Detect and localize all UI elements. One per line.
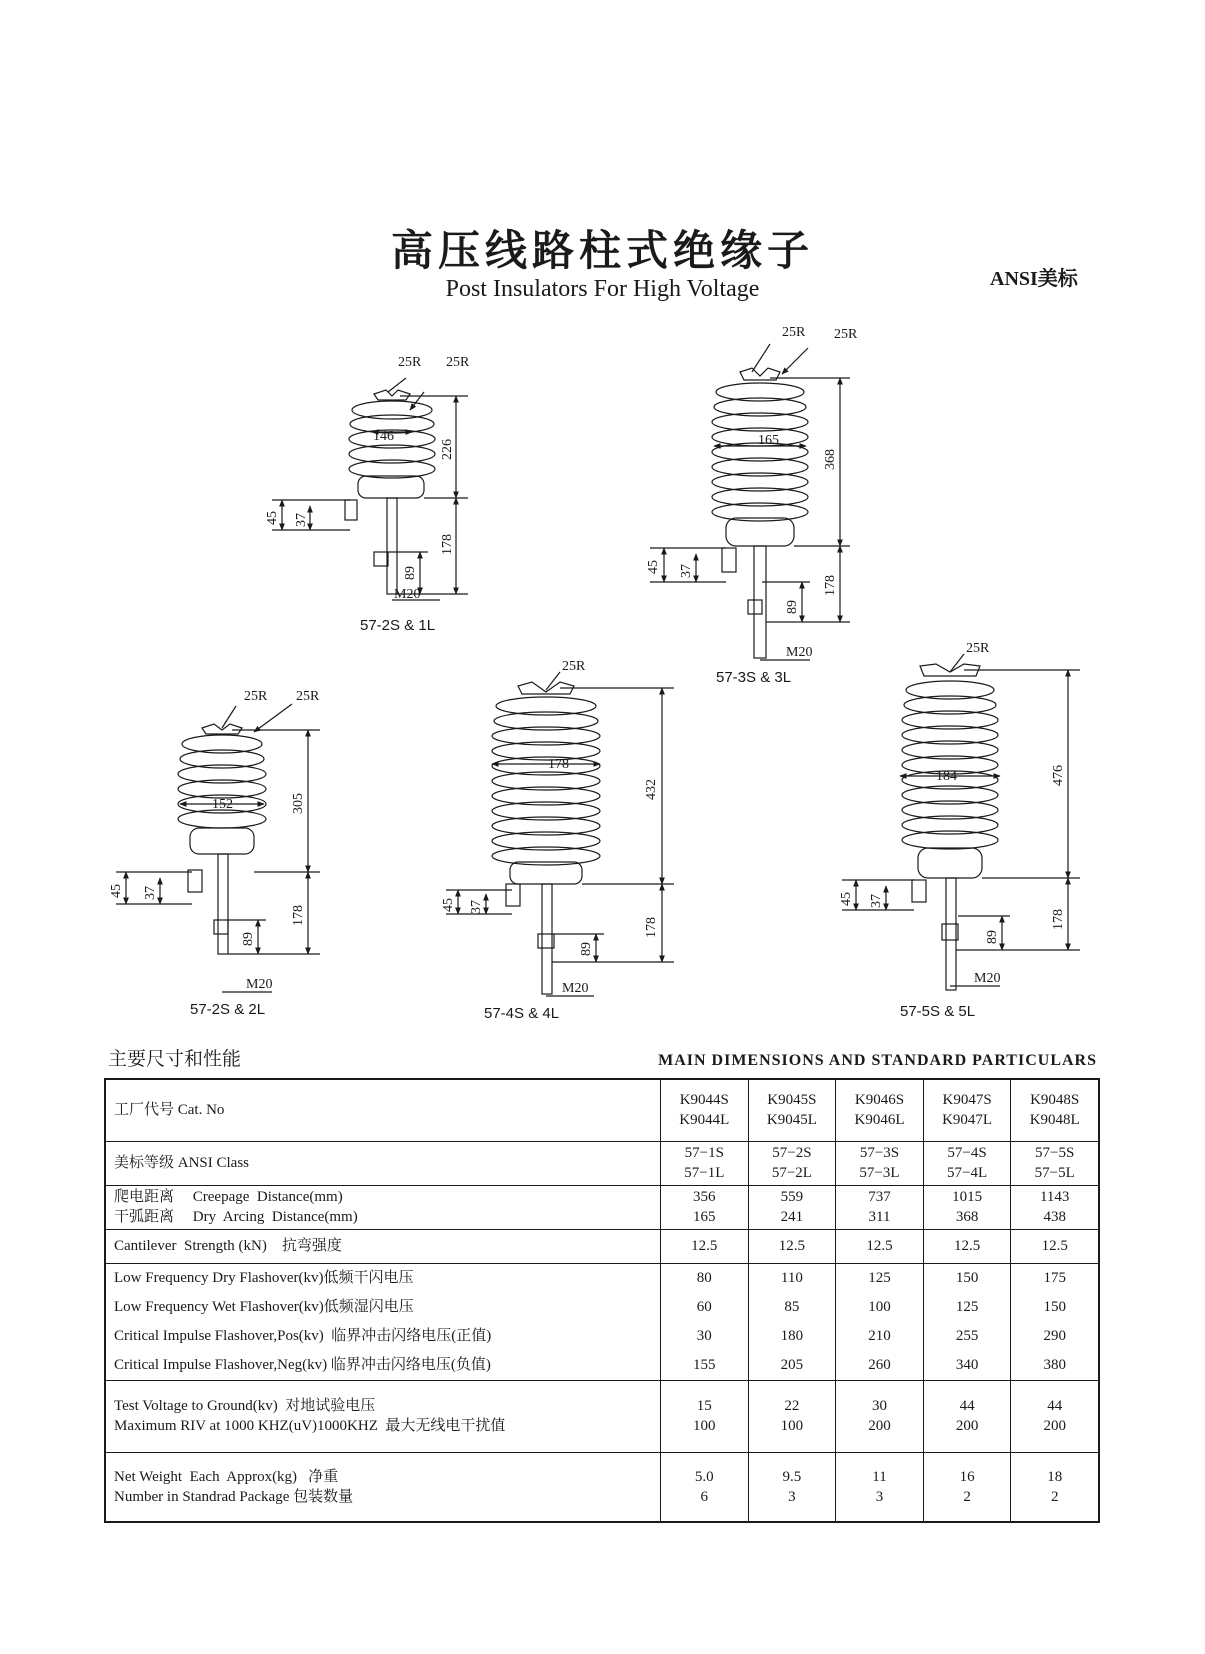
cell-ansi-2: 57−2S 57−2L xyxy=(748,1141,836,1185)
cell-tv-4: 44 200 xyxy=(923,1380,1011,1452)
d2-r2: 25R xyxy=(834,327,858,342)
d2-d89: 89 xyxy=(785,600,800,614)
cell-cat-3: K9046S K9046L xyxy=(836,1079,924,1141)
cell-ansi-5: 57−5S 57−5L xyxy=(1011,1141,1099,1185)
d5-r1: 25R xyxy=(966,641,990,656)
d1-base: 178 xyxy=(440,534,455,555)
cell-dist-3: 737 311 xyxy=(836,1185,924,1229)
label-test-voltage: Test Voltage to Ground(kv) 对地试验电压 Maximum RIV at 1000 KHZ(uV)1000KHZ 最大无线电干扰值 xyxy=(105,1380,661,1452)
d3-r2: 25R xyxy=(296,689,320,704)
cell-cat-1: K9044S K9044L xyxy=(661,1079,749,1141)
cell-ansi-4: 57−4S 57−4L xyxy=(923,1141,1011,1185)
table-row-distances xyxy=(105,1185,1099,1229)
table-title-english: MAIN DIMENSIONS AND STANDARD PARTICULARS xyxy=(658,1052,1097,1069)
label-flashover: Low Frequency Dry Flashover(kv)低频干闪电压 Low Frequency Wet Flashover(kv)低频湿闪电压 Critical Impulse Flashover,Pos(kv) 临界冲击闪络电压(正值) Critical Impulse Flashover,Neg(kv) 临界冲击闪络电压(负值) xyxy=(105,1263,661,1380)
d3-d89: 89 xyxy=(241,932,256,946)
d3-d37: 37 xyxy=(143,886,158,900)
d2-d37: 37 xyxy=(679,564,694,578)
d1-r1: 25R xyxy=(398,355,422,370)
d2-height: 368 xyxy=(823,449,838,470)
label-ansi-class: 美标等级 ANSI Class xyxy=(105,1141,661,1185)
cell-tv-1: 15 100 xyxy=(661,1380,749,1452)
cell-dist-4: 1015 368 xyxy=(923,1185,1011,1229)
d4-height: 432 xyxy=(644,779,659,800)
table-row-cat-no xyxy=(105,1079,1099,1141)
cell-ansi-3: 57−3S 57−3L xyxy=(836,1141,924,1185)
cell-dist-2: 559 241 xyxy=(748,1185,836,1229)
insulator-drawing-57-5s-5l xyxy=(842,654,1080,990)
label-weight: Net Weight Each Approx(kg) 净重 Number in Standrad Package 包装数量 xyxy=(105,1452,661,1522)
d1-d89: 89 xyxy=(403,566,418,580)
cell-cat-5: K9048S K9048L xyxy=(1011,1079,1099,1141)
d4-model: 57-4S & 4L xyxy=(484,1005,560,1022)
d5-d89: 89 xyxy=(985,930,1000,944)
d1-model: 57-2S & 1L xyxy=(360,617,436,634)
d2-dia: 165 xyxy=(758,433,779,448)
d2-thread: M20 xyxy=(786,645,813,660)
cell-nw-5: 18 2 xyxy=(1011,1452,1099,1522)
cell-nw-2: 9.5 3 xyxy=(748,1452,836,1522)
insulator-drawing-57-3s-3l xyxy=(650,344,850,660)
insulator-drawing-57-2s-1l xyxy=(272,378,468,600)
d4-dia: 178 xyxy=(548,757,569,772)
page-title-english: Post Insulators For High Voltage xyxy=(445,276,760,302)
d1-r2: 25R xyxy=(446,355,470,370)
d3-d45: 45 xyxy=(109,884,124,898)
d5-d45: 45 xyxy=(839,892,854,906)
table-row-test-voltage xyxy=(105,1380,1099,1452)
d3-r1: 25R xyxy=(244,689,268,704)
d4-thread: M20 xyxy=(562,981,589,996)
insulator-drawing-57-2s-2l xyxy=(116,704,320,992)
cell-nw-1: 5.0 6 xyxy=(661,1452,749,1522)
cell-cat-2: K9045S K9045L xyxy=(748,1079,836,1141)
d1-dia: 146 xyxy=(373,429,394,444)
d4-d45: 45 xyxy=(441,898,456,912)
cell-nw-3: 11 3 xyxy=(836,1452,924,1522)
table-row-weight xyxy=(105,1452,1099,1522)
d5-thread: M20 xyxy=(974,971,1001,986)
cell-cant-2: 12.5 xyxy=(748,1229,836,1263)
cell-flash-4: 150 125 255 340 xyxy=(923,1263,1011,1380)
table-row-ansi-class xyxy=(105,1141,1099,1185)
d5-base: 178 xyxy=(1051,909,1066,930)
cell-tv-2: 22 100 xyxy=(748,1380,836,1452)
page-title-chinese: 高压线路柱式绝缘子 xyxy=(390,226,814,275)
d2-r1: 25R xyxy=(782,325,806,340)
d2-model: 57-3S & 3L xyxy=(716,669,792,686)
d1-thread: M20 xyxy=(394,587,421,602)
label-distances: 爬电距离 Creepage Distance(mm) 干弧距离 Dry Arcing Distance(mm) xyxy=(105,1185,661,1229)
d5-model: 57-5S & 5L xyxy=(900,1003,976,1020)
d4-d37: 37 xyxy=(469,900,484,914)
d5-dia: 184 xyxy=(936,769,957,784)
specifications-table xyxy=(104,1078,1100,1523)
d1-d45: 45 xyxy=(265,511,280,525)
d3-thread: M20 xyxy=(246,977,273,992)
d5-height: 476 xyxy=(1051,765,1066,786)
d5-d37: 37 xyxy=(869,894,884,908)
cell-cant-5: 12.5 xyxy=(1011,1229,1099,1263)
d4-base: 178 xyxy=(644,917,659,938)
d3-base: 178 xyxy=(291,905,306,926)
d3-dia: 152 xyxy=(212,797,233,812)
cell-flash-2: 110 85 180 205 xyxy=(748,1263,836,1380)
table-title-chinese: 主要尺寸和性能 xyxy=(108,1048,242,1070)
cell-tv-3: 30 200 xyxy=(836,1380,924,1452)
standard-label: ANSI美标 xyxy=(990,268,1078,290)
cell-cant-4: 12.5 xyxy=(923,1229,1011,1263)
d2-d45: 45 xyxy=(646,560,661,574)
d3-height: 305 xyxy=(291,793,306,814)
label-cat-no: 工厂代号 Cat. No xyxy=(114,1102,225,1119)
cell-dist-5: 1143 438 xyxy=(1011,1185,1099,1229)
label-cantilever: Cantilever Strength (kN) 抗弯强度 xyxy=(105,1229,661,1263)
cell-flash-1: 80 60 30 155 xyxy=(661,1263,749,1380)
cell-cant-1: 12.5 xyxy=(661,1229,749,1263)
table-row-flashover xyxy=(105,1263,1099,1380)
d4-r1: 25R xyxy=(562,659,586,674)
cell-flash-3: 125 100 210 260 xyxy=(836,1263,924,1380)
d4-d89: 89 xyxy=(579,942,594,956)
cell-cant-3: 12.5 xyxy=(836,1229,924,1263)
insulator-drawing-57-4s-4l xyxy=(446,672,674,996)
cell-flash-5: 175 150 290 380 xyxy=(1011,1263,1099,1380)
d1-height: 226 xyxy=(440,439,455,460)
cell-dist-1: 356 165 xyxy=(661,1185,749,1229)
cell-nw-4: 16 2 xyxy=(923,1452,1011,1522)
cell-cat-4: K9047S K9047L xyxy=(923,1079,1011,1141)
cell-ansi-1: 57−1S 57−1L xyxy=(661,1141,749,1185)
table-row-cantilever xyxy=(105,1229,1099,1263)
d2-base: 178 xyxy=(823,575,838,596)
d3-model: 57-2S & 2L xyxy=(190,1001,266,1018)
cell-tv-5: 44 200 xyxy=(1011,1380,1099,1452)
d1-d37: 37 xyxy=(294,513,309,527)
